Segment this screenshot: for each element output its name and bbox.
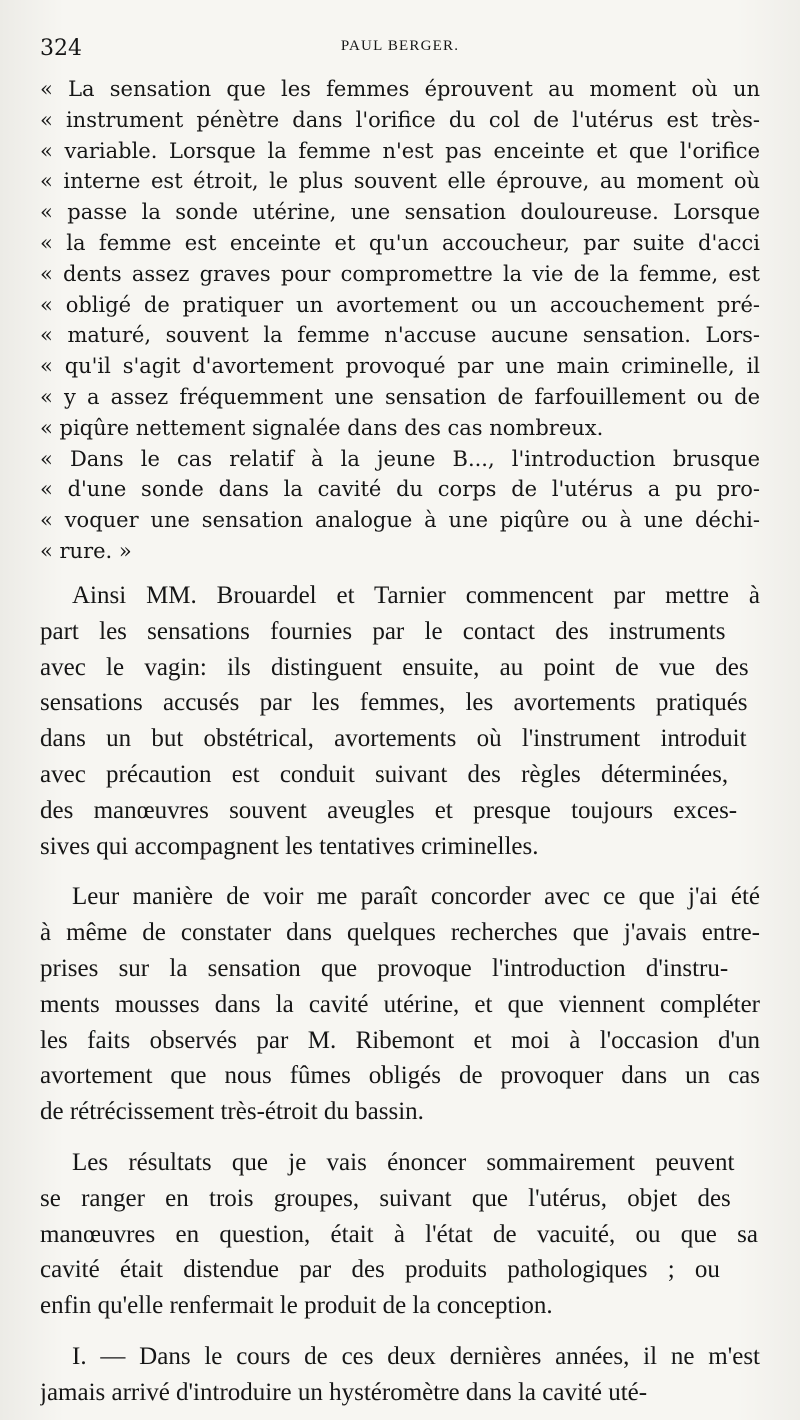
paragraph-line: sives qui accompagnent les tentatives criminelles. (40, 832, 539, 860)
quote-line: « d'une sonde dans la cavité du corps de l'utérus a pu pro- (40, 477, 760, 502)
page-number: 324 (40, 36, 82, 61)
paragraph-line: manœuvres en question, était à l'état de vacuité, ou que sa (40, 1220, 758, 1248)
quotation-block (40, 74, 760, 567)
paragraph-line: enfin qu'elle renfermait le produit de la conception. (40, 1292, 553, 1320)
paragraph-line: des manœuvres souvent aveugles et presque toujours exces- (40, 796, 738, 824)
paragraph-line: Les résultats que je vais énoncer sommairement peuvent (72, 1148, 735, 1176)
quote-line: « qu'il s'agit d'avortement provoqué par une main criminelle, il (40, 354, 760, 379)
quote-line: « Dans le cas relatif à la jeune B..., l'introduction brusque (40, 446, 760, 471)
quote-line: « piqûre nettement signalée dans des cas nombreux. (40, 415, 604, 440)
quote-line: « rure. » (40, 538, 132, 563)
paragraph-line: avec précaution est conduit suivant des règles déterminées, (40, 760, 729, 788)
paragraph-line: dans un but obstétrical, avortements où l'instrument introduit (40, 725, 747, 753)
paragraph (40, 879, 760, 1130)
paragraph-line: se ranger en trois groupes, suivant que l'utérus, objet des (40, 1184, 731, 1212)
paragraph-line: part les sensations fournies par le contact des instruments (40, 617, 726, 645)
page-header (40, 30, 760, 64)
paragraph-line: ments mousses dans la cavité utérine, et que viennent compléter (40, 990, 760, 1018)
paragraph-line: Leur manière de voir me paraît concorder avec ce que j'ai été (72, 883, 760, 911)
quote-line: « instrument pénètre dans l'orifice du col de l'utérus est très- (40, 107, 760, 132)
paragraph-line: à même de constater dans quelques recherches que j'avais entre- (40, 919, 760, 947)
quote-line: « obligé de pratiquer un avortement ou un accouchement pré- (40, 292, 760, 317)
paragraph-line: les faits observés par M. Ribemont et moi à l'occasion d'un (40, 1026, 760, 1054)
paragraph-line: jamais arrivé d'introduire un hystéromètre dans la cavité uté- (40, 1378, 648, 1406)
quote-line: « passe la sonde utérine, une sensation douloureuse. Lorsque (40, 200, 760, 225)
paragraph-line: avec le vagin: ils distinguent ensuite, au point de vue des (40, 653, 749, 681)
quote-line: « La sensation que les femmes éprouvent au moment où un (40, 77, 760, 101)
paragraph-line: avortement que nous fûmes obligés de provoquer dans un cas (40, 1062, 760, 1090)
quote-line: « maturé, souvent la femme n'accuse aucune sensation. Lors- (40, 323, 760, 348)
running-head: PAUL BERGER. (340, 38, 460, 54)
paragraph (40, 1339, 760, 1411)
paragraph-line: sensations accusés par les femmes, les avortements pratiqués (40, 689, 748, 717)
paragraph-line: Ainsi MM. Brouardel et Tarnier commencent par mettre à (72, 582, 760, 609)
paragraph (40, 1145, 760, 1324)
quote-line: « voquer une sensation analogue à une piqûre ou à une déchi- (40, 508, 760, 533)
paragraph-line: I. — Dans le cours de ces deux dernières années, il ne m'est (72, 1342, 760, 1370)
quote-line: « interne est étroit, le plus souvent elle éprouve, au moment où (40, 169, 760, 194)
paragraph-spacer (40, 864, 760, 879)
quote-line: « variable. Lorsque la femme n'est pas enceinte et que l'orifice (40, 138, 760, 163)
paragraph-line: cavité était distendue par des produits pathologiques ; ou (40, 1256, 720, 1284)
paragraph-spacer (40, 1130, 760, 1145)
body-text (40, 578, 760, 1411)
paragraph (40, 578, 760, 864)
quote-line: « la femme est enceinte et qu'un accoucheur, par suite d'acci (40, 230, 760, 255)
paragraph-line: de rétrécissement très-étroit du bassin. (40, 1098, 424, 1126)
paragraph-line: prises sur la sensation que provoque l'introduction d'instru- (40, 954, 729, 982)
quote-line: « y a assez fréquemment une sensation de farfouillement ou de (40, 384, 760, 409)
quote-line: « dents assez graves pour compromettre la vie de la femme, est (40, 261, 760, 286)
paragraph-spacer (40, 1324, 760, 1339)
